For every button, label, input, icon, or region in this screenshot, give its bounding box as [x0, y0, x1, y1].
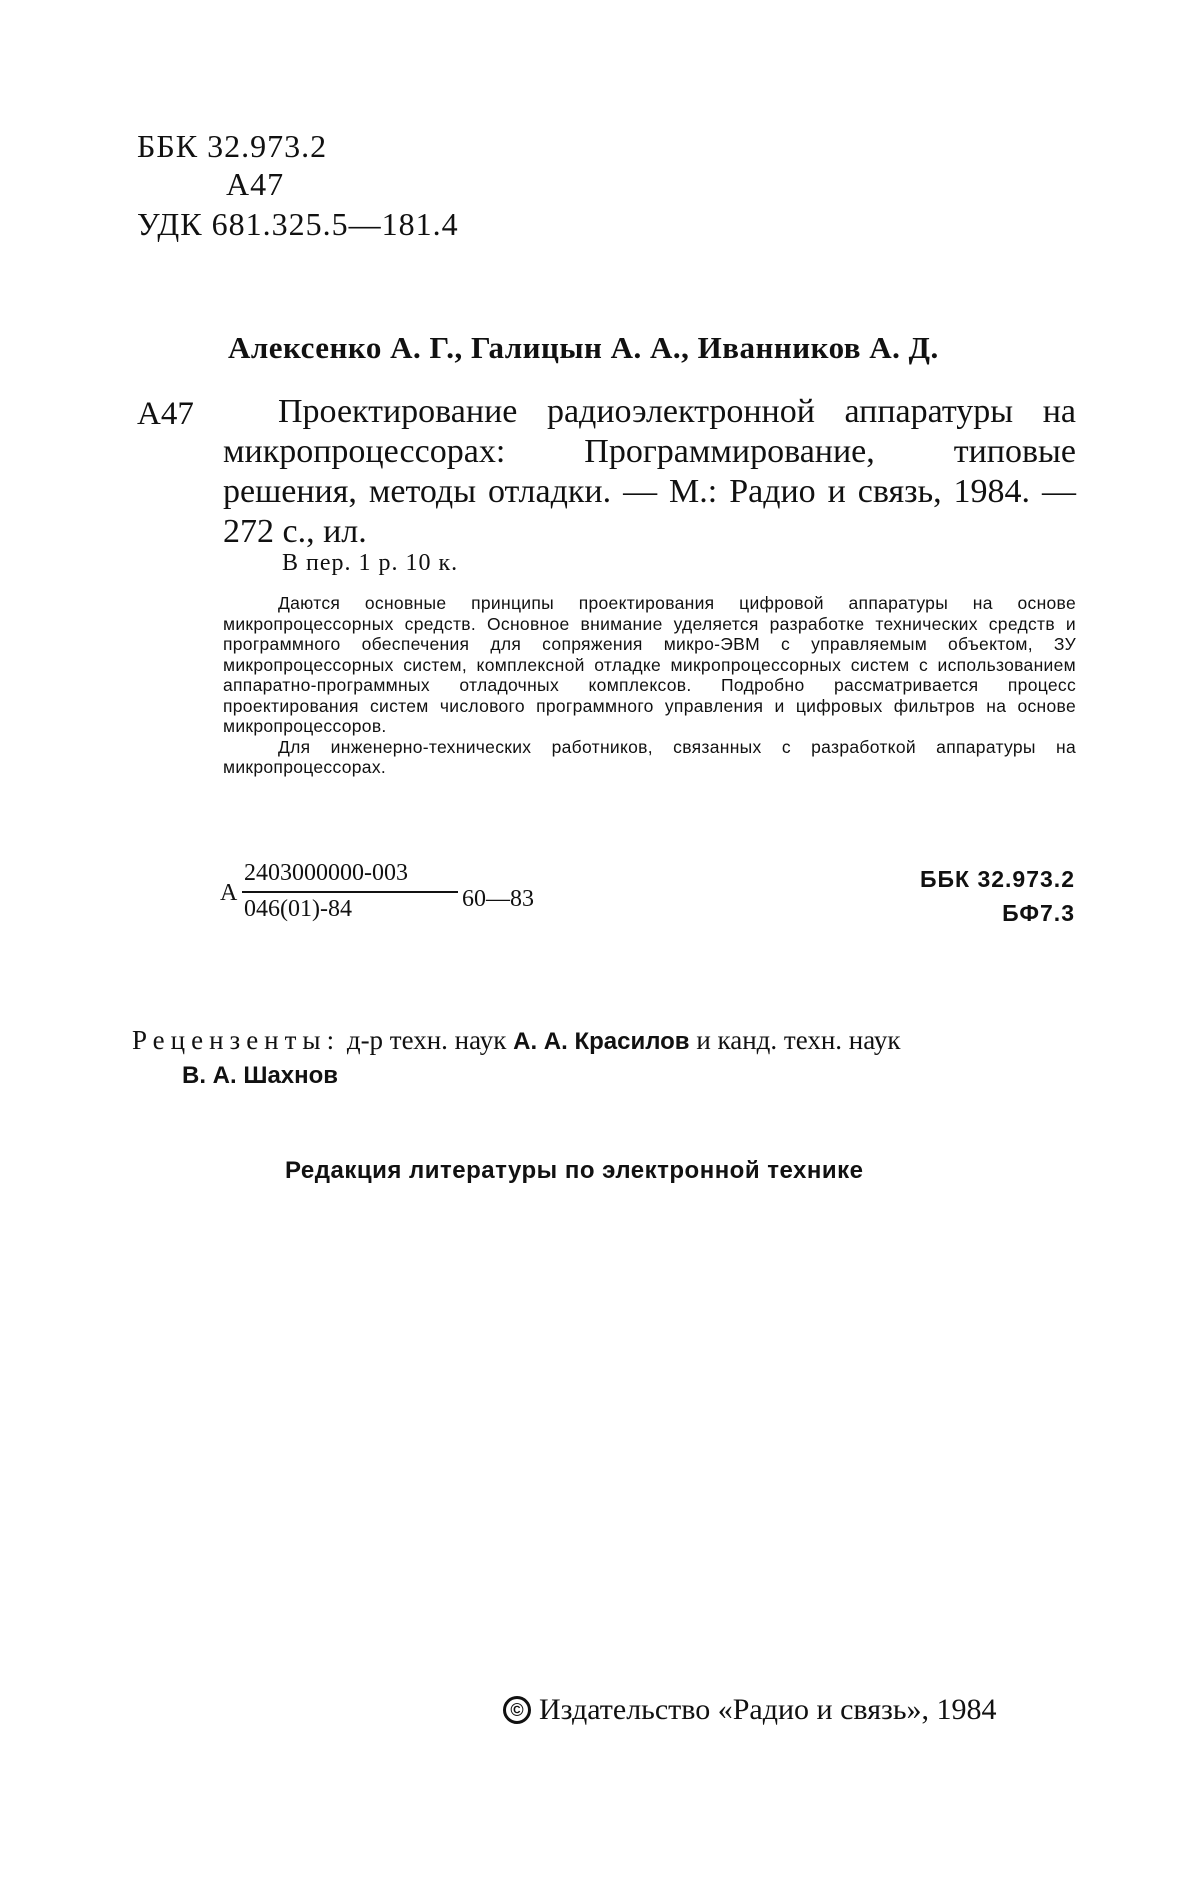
- author-mark: А47: [226, 166, 285, 202]
- price: В пер. 1 р. 10 к.: [282, 550, 459, 576]
- annotation-paragraph-2: Для инженерно-технических работников, связанных с разработкой аппаратуры на микропроцессорах.: [223, 736, 1076, 777]
- index-prefix: А: [220, 880, 238, 906]
- copyright-icon: ©: [503, 1696, 531, 1724]
- editorial-department: Редакция литературы по электронной технике: [285, 1157, 864, 1184]
- reviewers: [132, 1024, 1076, 1092]
- bbk-right-line1: ББК 32.973.2: [919, 866, 1075, 892]
- reviewers-label: Рецензенты:: [132, 1025, 341, 1055]
- copyright-text: Издательство «Радио и связь», 1984: [539, 1693, 997, 1726]
- index-numerator: 2403000000-003: [244, 860, 408, 886]
- reviewer-name-1: А. А. Красилов: [513, 1028, 690, 1055]
- index-suffix: 60—83: [462, 886, 534, 912]
- reviewer-name-2: В. А. Шахнов: [182, 1062, 339, 1089]
- authors: Алексенко А. Г., Галицын А. А., Иванников А. Д.: [228, 330, 939, 365]
- bbk-code: ББК 32.973.2: [137, 128, 328, 164]
- entry-code: А47: [137, 396, 194, 432]
- fraction-bar: [242, 891, 458, 893]
- book-title: [223, 392, 1076, 552]
- annotation: [223, 593, 1076, 778]
- udk-code: УДК 681.325.5—181.4: [137, 206, 459, 242]
- book-title-text: Проектирование радиоэлектронной аппаратуры на микропроцессорах: Программирование, типовые решения, методы отладки. — М.: Радио и связь, 1984. — 272 с., ил.: [223, 393, 1076, 550]
- annotation-paragraph-1: Даются основные принципы проектирования цифровой аппаратуры на основе микропроцессорных средств. Основное внимание уделяется разработке технических средств и программного обеспечения для сопряжения микро-ЭВМ с управляемым объектом, ЗУ микропроцессорных систем, комплексной отладке микропроцессорных систем с использованием аппаратно-программных отладочных комплексов. Подробно рассматривается процесс проектирования систем числового программного управления и цифровых фильтров на основе микропроцессоров.: [223, 593, 1076, 736]
- bbk-right-line2: БФ7.3: [1002, 900, 1075, 926]
- index-formula: [220, 860, 640, 930]
- reviewers-text-1: д-р техн. наук: [346, 1025, 507, 1055]
- reviewers-text-2: и канд. техн. наук: [696, 1025, 901, 1055]
- index-denominator: 046(01)-84: [244, 896, 352, 922]
- copyright: [503, 1693, 997, 1727]
